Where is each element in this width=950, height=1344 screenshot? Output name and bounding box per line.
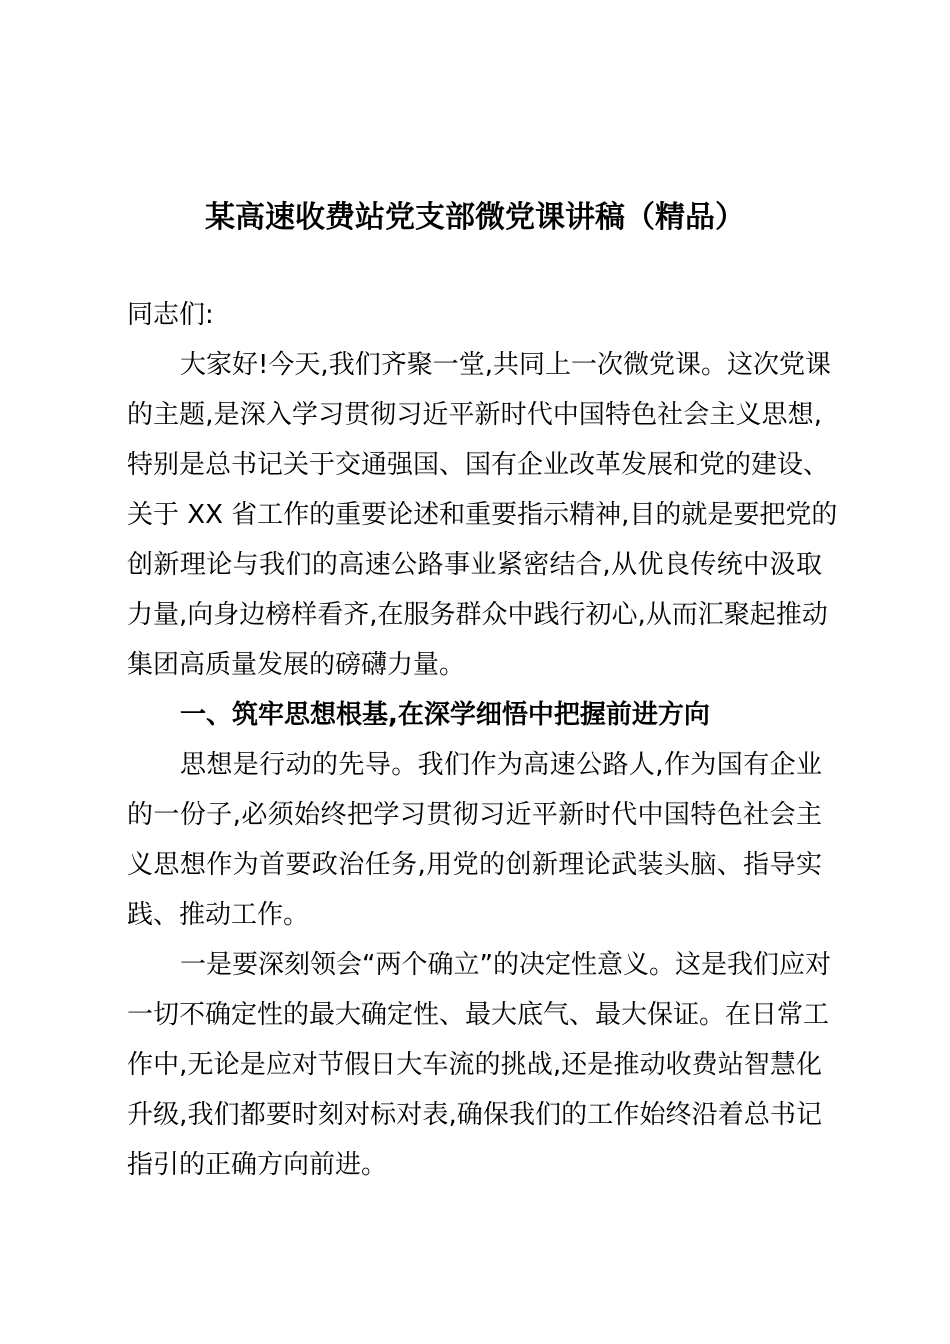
heading-text: 一、筑牢思想根基,在深学细悟中把握前进方向 [180, 700, 710, 730]
text-line: 指引的正确方向前进。 [127, 1150, 388, 1180]
section-heading [127, 690, 822, 740]
document-title: 某高速收费站党支部微党课讲稿（精品） [205, 200, 745, 235]
text-line: 一切不确定性的最大确定性、最大底气、最大保证。在日常工 [127, 1000, 830, 1030]
text-line: 创新理论与我们的高速公路事业紧密结合,从优良传统中汲取 [127, 550, 822, 580]
text-line: 一是要深刻领会“两个确立”的决定性意义。这是我们应对 [180, 950, 831, 980]
text-line: 义思想作为首要政治任务,用党的创新理论武装头脑、指导实 [127, 850, 822, 880]
text-line: 作中,无论是应对节假日大车流的挑战,还是推动收费站智慧化 [127, 1050, 822, 1080]
text-line: 大家好!今天,我们齐聚一堂,共同上一次微党课。这次党课 [180, 350, 831, 380]
text-line: 力量,向身边榜样看齐,在服务群众中践行初心,从而汇聚起推动 [127, 600, 828, 630]
text-line: 特别是总书记关于交通强国、国有企业改革发展和党的建设、 [127, 450, 830, 480]
document-body [127, 290, 838, 1190]
text-line: 思想是行动的先导。我们作为高速公路人,作为国有企业 [180, 750, 822, 780]
text-line: 关于 XX 省工作的重要论述和重要指示精神,目的就是要把党的 [127, 500, 838, 530]
text-line: 的一份子,必须始终把学习贯彻习近平新时代中国特色社会主 [127, 800, 822, 830]
text-line: 集团高质量发展的磅礴力量。 [127, 650, 466, 680]
salutation: 同志们: [127, 300, 214, 330]
paragraph-two-establishments [127, 940, 831, 1190]
paragraph-intro [127, 340, 838, 690]
text-line: 的主题,是深入学习贯彻习近平新时代中国特色社会主义思想, [127, 400, 822, 430]
paragraph-thought [127, 740, 822, 940]
text-line: 践、推动工作。 [127, 900, 310, 930]
text-line: 升级,我们都要时刻对标对表,确保我们的工作始终沿着总书记 [127, 1100, 822, 1130]
